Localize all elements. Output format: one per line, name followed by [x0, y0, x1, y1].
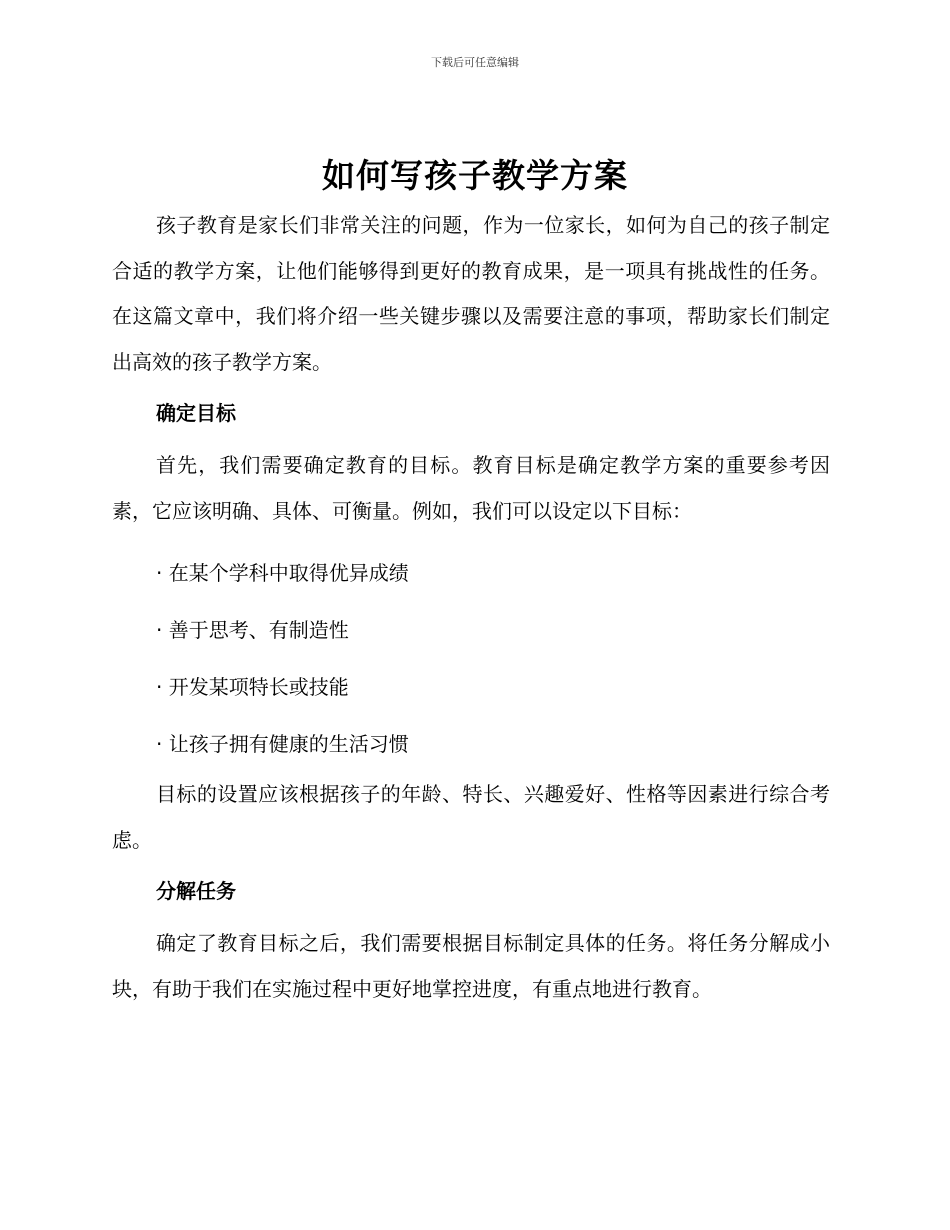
- goals-bullet-list: [112, 556, 830, 762]
- list-item: · 善于思考、有制造性: [156, 618, 349, 642]
- goals-summary-paragraph: 目标的设置应该根据孩子的年龄、特长、兴趣爱好、性格等因素进行综合考虑。: [112, 782, 830, 852]
- goals-paragraph: 首先，我们需要确定教育的目标。教育目标是确定教学方案的重要参考因素，它应该明确、具体、可衡量。例如，我们可以设定以下目标：: [112, 453, 830, 523]
- list-item: · 在某个学科中取得优异成绩: [156, 561, 409, 585]
- intro-paragraph: 孩子教育是家长们非常关注的问题，作为一位家长，如何为自己的孩子制定合适的教学方案，让他们能够得到更好的教育成果，是一项具有挑战性的任务。在这篇文章中，我们将介绍一些关键步骤以及需要注意的事项，帮助家长们制定出高效的孩子教学方案。: [112, 213, 830, 374]
- tasks-paragraph: 确定了教育目标之后，我们需要根据目标制定具体的任务。将任务分解成小块，有助于我们在实施过程中更好地掌控进度，有重点地进行教育。: [112, 931, 830, 1001]
- document-body: [112, 203, 830, 1012]
- document-title: 如何写孩子教学方案: [322, 156, 628, 195]
- page-header-note: 下载后可任意编辑: [431, 56, 519, 69]
- list-item: · 让孩子拥有健康的生活习惯: [156, 732, 409, 756]
- section-heading-goals: 确定目标: [156, 401, 236, 425]
- section-heading-tasks: 分解任务: [156, 879, 236, 903]
- list-item: · 开发某项特长或技能: [156, 675, 349, 699]
